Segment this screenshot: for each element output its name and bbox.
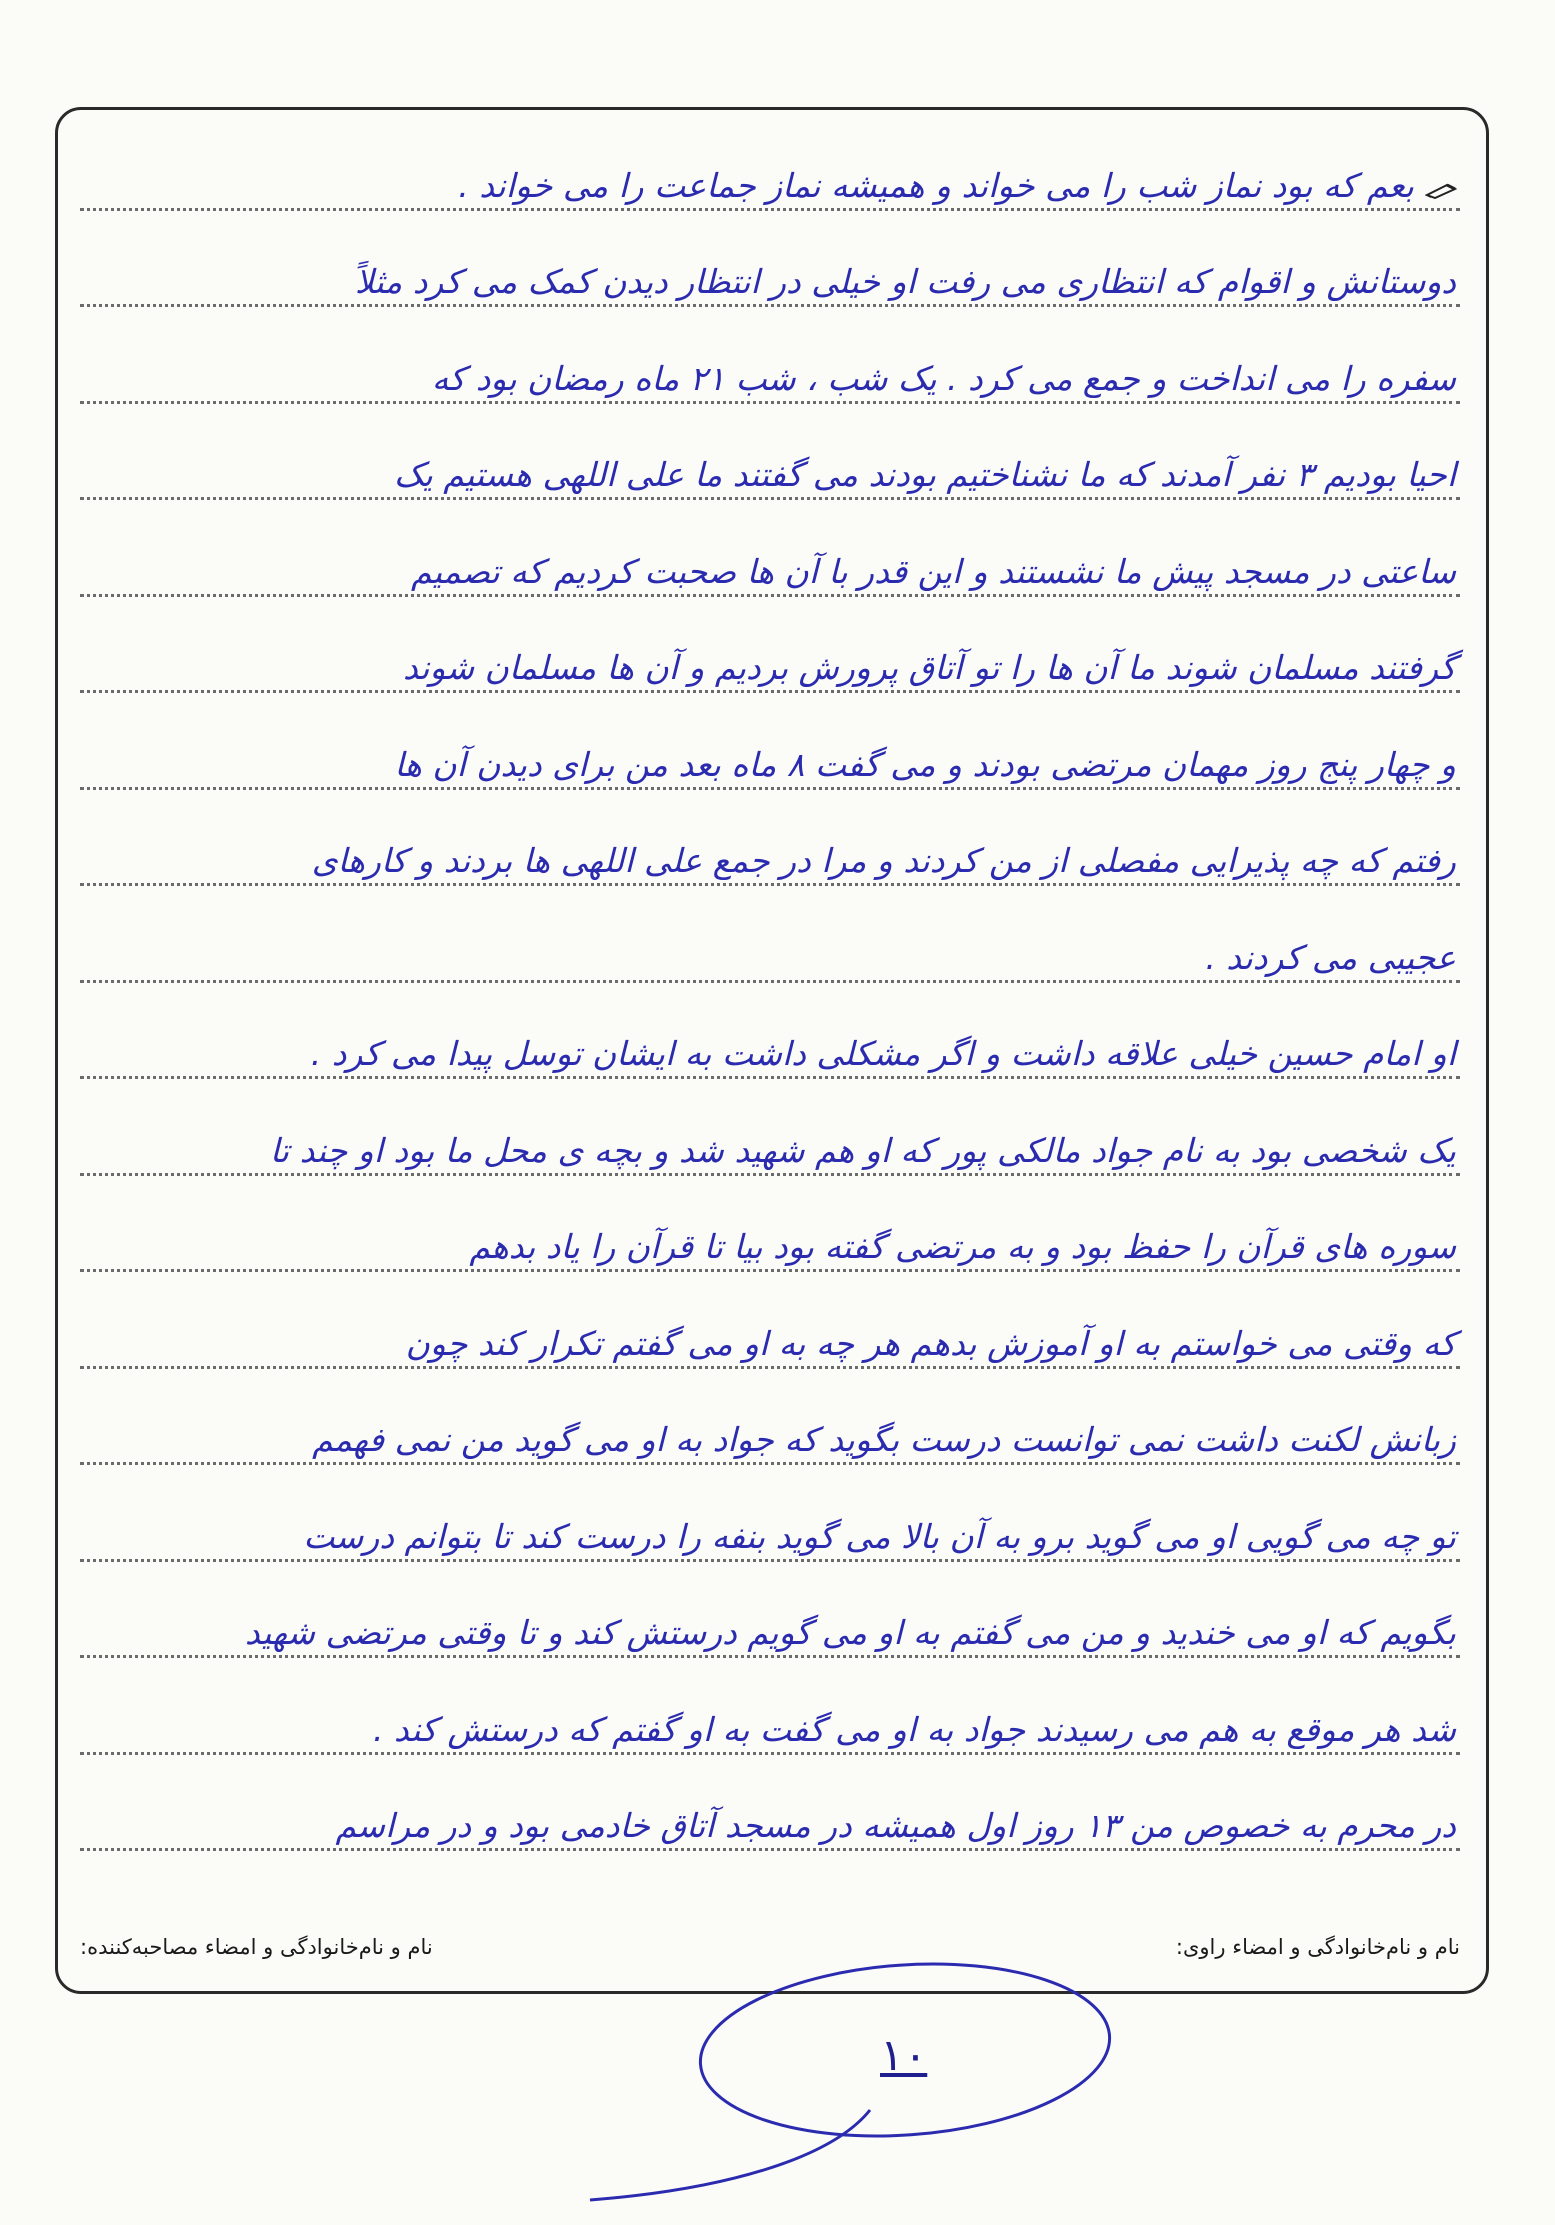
line-text: سفره را می انداخت و جمع می کرد . یک شب ، شب ۲۱ ماه رمضان بود که xyxy=(431,358,1456,398)
text-line xyxy=(80,806,1460,903)
line-text: شد هر موقع به هم می رسیدند جواد به او می گفت به او گفتم که درستش کند . xyxy=(372,1709,1456,1749)
text-line xyxy=(80,709,1460,806)
text-line xyxy=(80,1385,1460,1482)
text-line xyxy=(80,999,1460,1096)
interviewer-signature-label: نام و نام‌خانوادگی و امضاء مصاحبه‌کننده: xyxy=(80,1935,433,1959)
narrator-signature-label: نام و نام‌خانوادگی و امضاء راوی: xyxy=(1175,1935,1460,1959)
line-text: احیا بودیم ۳ نفر آمدند که ما نشناختیم بودند می گفتند ما علی اللهی هستیم یک xyxy=(394,455,1456,495)
text-line xyxy=(80,516,1460,613)
line-text: سوره های قرآن را حفظ بود و به مرتضی گفته بود بیا تا قرآن را یاد بدهم xyxy=(469,1227,1456,1267)
line-text: یک شخصی بود به نام جواد مالکی پور که او هم شهید شد و بچه ی محل ما بود او چند تا xyxy=(269,1130,1456,1170)
line-text: رفتم که چه پذیرایی مفصلی از من کردند و مرا در جمع علی اللهی ها بردند و کارهای xyxy=(311,841,1456,881)
line-text: تو چه می گویی او می گوید برو به آن بالا می گوید بنفه را درست کند تا بتوانم درست xyxy=(303,1516,1456,1556)
line-text: که وقتی می خواستم به او آموزش بدهم هر چه به او می گفتم تکرار کند چون xyxy=(405,1323,1456,1363)
line-text: ساعتی در مسجد پیش ما نشستند و این قدر با آن ها صحبت کردیم که تصمیم xyxy=(410,551,1456,591)
line-text: بعم که بود نماز شب را می خواند و همیشه نماز جماعت را می خواند . xyxy=(458,165,1414,205)
text-line xyxy=(80,902,1460,999)
text-line xyxy=(80,1192,1460,1289)
text-line xyxy=(80,1288,1460,1385)
text-line xyxy=(80,1095,1460,1192)
signature-footer xyxy=(80,1935,1460,1959)
line-text: بگویم که او می خندید و من می گفتم به او می گویم درستش کند و تا وقتی مرتضی شهید xyxy=(244,1613,1456,1653)
text-line xyxy=(80,1674,1460,1771)
text-line xyxy=(80,323,1460,420)
line-text: در محرم به خصوص من ۱۳ روز اول همیشه در مسجد آتاق خادمی بود و در مراسم xyxy=(335,1806,1456,1846)
line-text: دوستانش و اقوام که انتظاری می رفت او خیلی در انتظار دیدن کمک می کرد مثلاً xyxy=(354,262,1456,302)
line-text: زبانش لکنت داشت نمی توانست درست بگوید که جواد به او می گوید من نمی فهمم xyxy=(312,1420,1456,1460)
text-line xyxy=(80,613,1460,710)
handwritten-text-block xyxy=(80,130,1460,1867)
text-line xyxy=(80,1481,1460,1578)
page-number: ۱۰ xyxy=(880,2030,928,2081)
line-text: عجیبی می کردند . xyxy=(1205,937,1456,977)
text-line xyxy=(80,420,1460,517)
line-text: او امام حسین خیلی علاقه داشت و اگر مشکلی داشت به ایشان توسل پیدا می کرد . xyxy=(310,1034,1456,1074)
text-line xyxy=(80,130,1460,227)
text-line xyxy=(80,1578,1460,1675)
line-text: و چهار پنج روز مهمان مرتضی بودند و می گفت ۸ ماه بعد من برای دیدن آن ها xyxy=(394,744,1456,784)
text-line xyxy=(80,227,1460,324)
text-line xyxy=(80,1771,1460,1868)
line-text: گرفتند مسلمان شوند ما آن ها را تو آتاق پرورش بردیم و آن ها مسلمان شوند xyxy=(402,648,1456,688)
